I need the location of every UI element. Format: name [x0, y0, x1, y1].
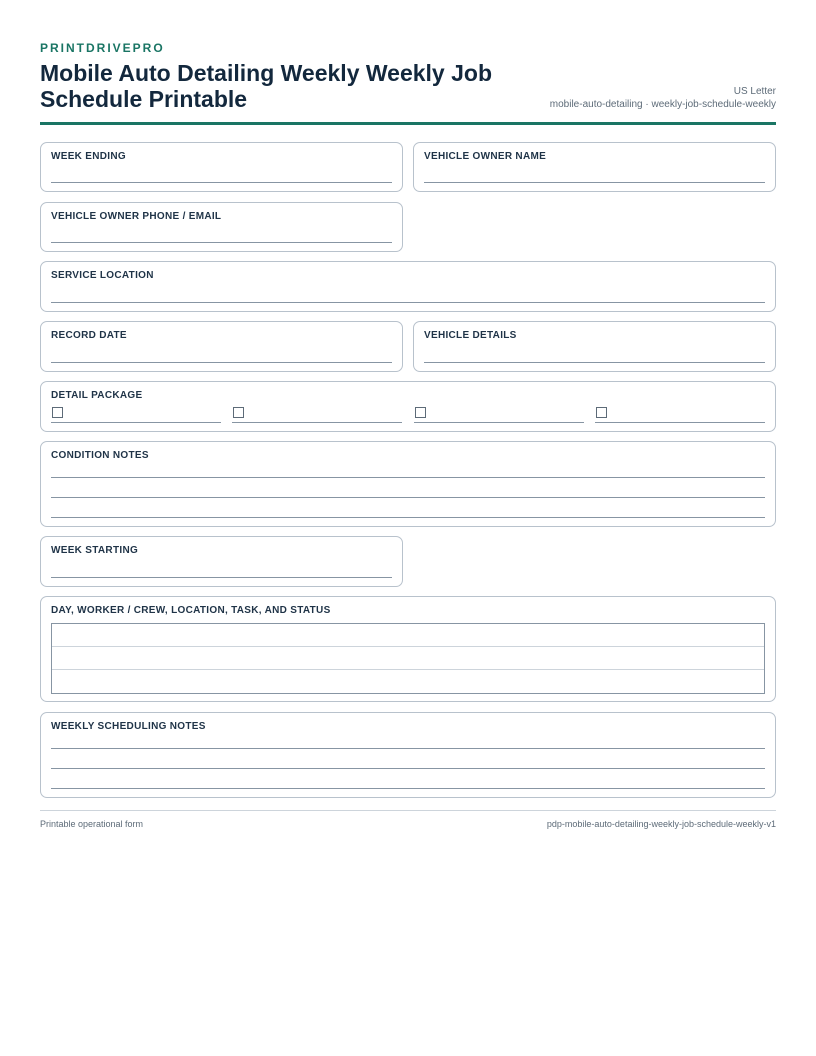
week-ending-label: WEEK ENDING [51, 151, 126, 162]
vehicle-details-field[interactable] [413, 321, 776, 372]
paper-size: US Letter [733, 86, 776, 97]
brand-name: PRINTDRIVEPRO [40, 41, 165, 55]
vehicle-owner-contact-field[interactable] [40, 202, 403, 252]
footer-rule [40, 810, 776, 811]
package-line-2[interactable] [232, 422, 402, 423]
package-line-4[interactable] [595, 422, 765, 423]
record-date-label: RECORD DATE [51, 330, 127, 341]
package-checkbox-3[interactable] [415, 407, 426, 418]
footer-left-text: Printable operational form [40, 819, 144, 829]
weekly-notes-line-1[interactable] [51, 748, 765, 749]
weekly-notes-field[interactable] [40, 712, 776, 798]
schedule-table-label: DAY, WORKER / CREW, LOCATION, TASK, AND STATUS [51, 605, 331, 616]
schedule-table-field [40, 596, 776, 702]
weekly-notes-line-3[interactable] [51, 788, 765, 789]
weekly-notes-line-2[interactable] [51, 768, 765, 769]
footer-form-id: pdp-mobile-auto-detailing-weekly-job-schedule-weekly-v1 [546, 819, 776, 829]
record-date-field[interactable] [40, 321, 403, 372]
condition-notes-field[interactable] [40, 441, 776, 527]
service-location-line[interactable] [51, 302, 765, 303]
table-row[interactable] [52, 647, 764, 670]
package-line-3[interactable] [414, 422, 584, 423]
detail-package-field [40, 381, 776, 432]
week-starting-field[interactable] [40, 536, 403, 587]
vehicle-owner-name-field[interactable] [413, 142, 776, 192]
vehicle-owner-name-label: VEHICLE OWNER NAME [424, 151, 547, 162]
week-starting-line[interactable] [51, 577, 392, 578]
document-slug: mobile-auto-detailing · weekly-job-schedule-weekly [549, 99, 776, 110]
week-ending-line[interactable] [51, 182, 392, 183]
vehicle-owner-name-line[interactable] [424, 182, 765, 183]
condition-notes-line-3[interactable] [51, 517, 765, 518]
weekly-notes-label: WEEKLY SCHEDULING NOTES [51, 721, 206, 732]
vehicle-details-label: VEHICLE DETAILS [424, 330, 517, 341]
table-row[interactable] [52, 670, 764, 693]
schedule-table [51, 623, 765, 694]
vehicle-owner-contact-label: VEHICLE OWNER PHONE / EMAIL [51, 211, 222, 222]
record-date-line[interactable] [51, 362, 392, 363]
page-title: Mobile Auto Detailing Weekly Weekly Job Schedule Printable [40, 60, 493, 112]
package-checkbox-4[interactable] [596, 407, 607, 418]
header-rule [40, 122, 776, 125]
week-ending-field[interactable] [40, 142, 403, 192]
service-location-label: SERVICE LOCATION [51, 270, 154, 281]
detail-package-label: DETAIL PACKAGE [51, 390, 143, 401]
table-row[interactable] [52, 624, 764, 647]
service-location-field[interactable] [40, 261, 776, 312]
document-meta [550, 85, 776, 111]
condition-notes-line-2[interactable] [51, 497, 765, 498]
vehicle-details-line[interactable] [424, 362, 765, 363]
package-checkbox-2[interactable] [233, 407, 244, 418]
condition-notes-label: CONDITION NOTES [51, 450, 149, 461]
package-checkbox-1[interactable] [52, 407, 63, 418]
package-line-1[interactable] [51, 422, 221, 423]
week-starting-label: WEEK STARTING [51, 545, 139, 556]
vehicle-owner-contact-line[interactable] [51, 242, 392, 243]
condition-notes-line-1[interactable] [51, 477, 765, 478]
